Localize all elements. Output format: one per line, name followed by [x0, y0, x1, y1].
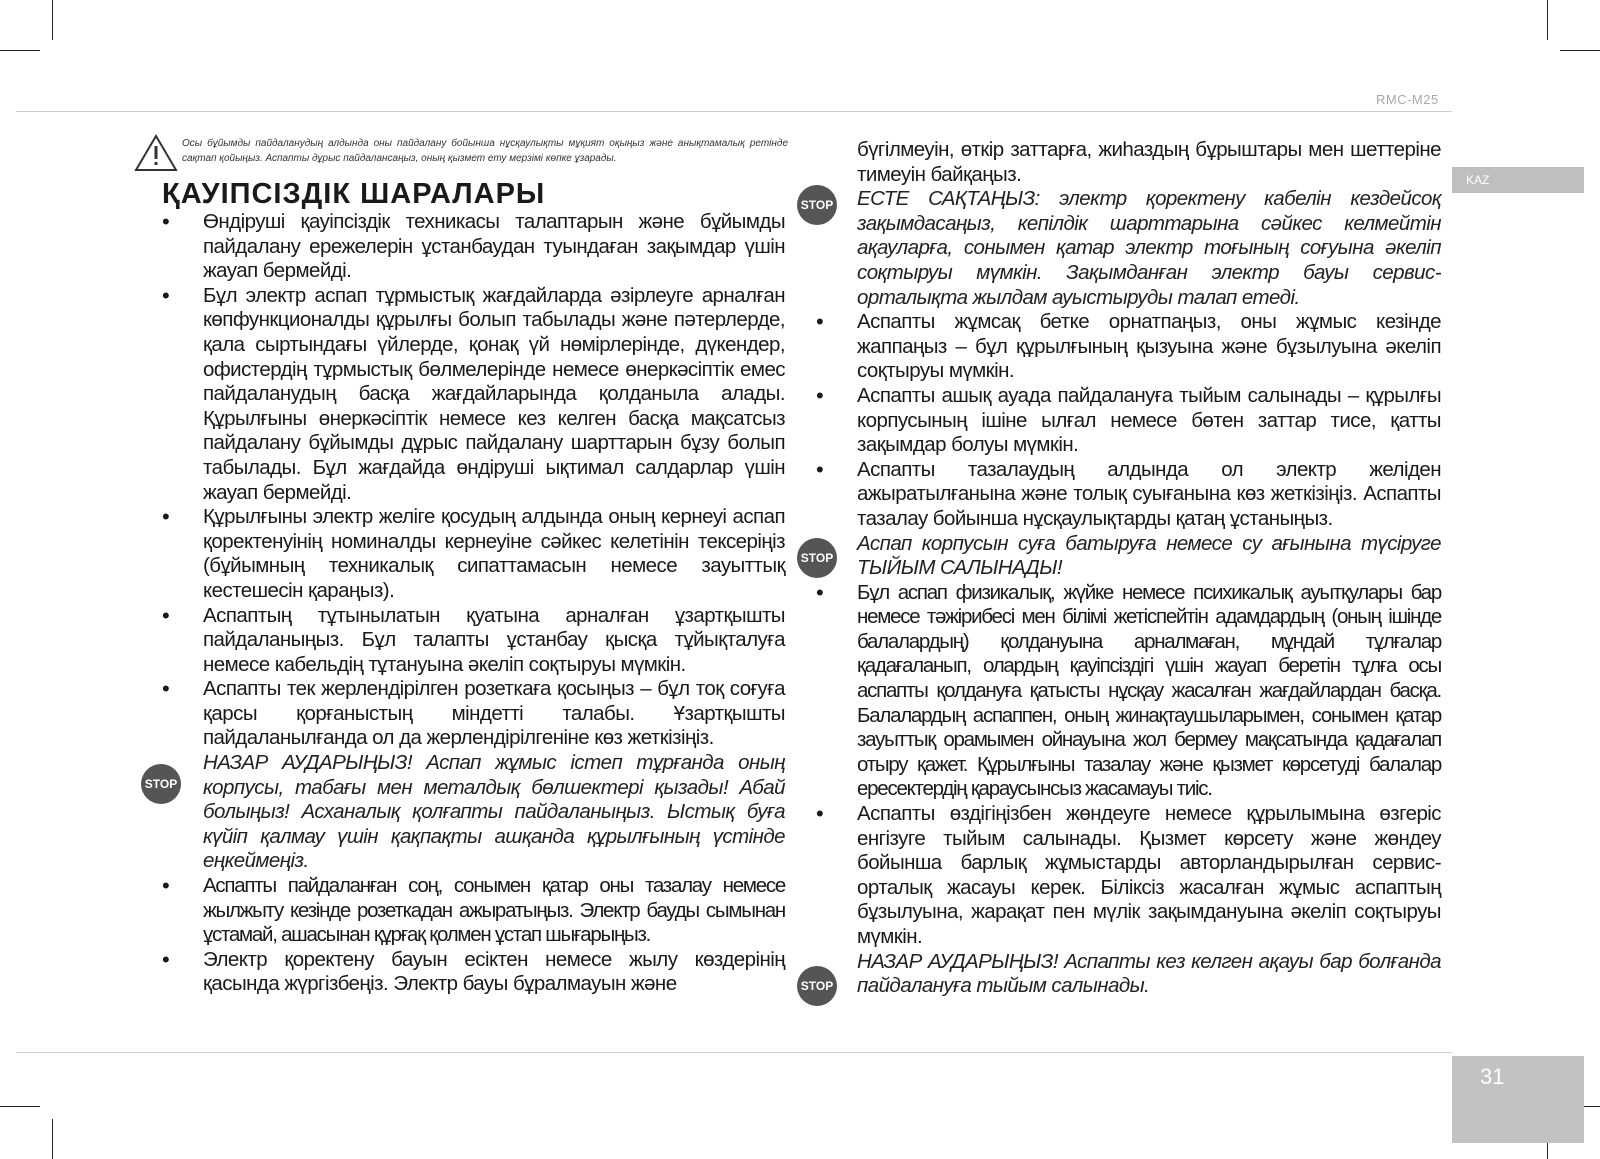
- crop-mark: [1560, 50, 1600, 51]
- warning-paragraph: НАЗАР АУДАРЫҢЫЗ! Аспап жұмыс істеп тұрғанда оның корпусы, табағы мен металдық бөлшектері қызады! Абай болыңыз! Асханалық қолғапты пайдаланыңыз. Ыстық буға күйіп қалмау үшін қақпақты ашқанда құрылғының үстінде еңкеймеңіз.: [203, 751, 785, 873]
- model-label: RMC-M25: [1376, 92, 1439, 107]
- notice-text: Осы бұйымды пайдаланудың алдында оны пайдалану бойынша нұсқаулықты мұқият оқыңыз және анықтамалық ретінде сақтап қойыңыз. Аспапты дұрыс пайдалансаңыз, оның қызмет ету мерзімі көпке ұзарады.: [182, 138, 788, 164]
- left-column: [203, 210, 785, 997]
- language-tab: KAZ: [1452, 167, 1584, 193]
- right-column: [857, 138, 1441, 999]
- stop-icon: STOP: [141, 764, 181, 804]
- warning-paragraph: НАЗАР АУДАРЫҢЫЗ! Аспапты кез келген ақауы бар болғанда пайдалануға тыйым салынады.: [857, 949, 1441, 998]
- list-item: • Аспапты ашық ауада пайдалануға тыйым салынады – құрылғы корпусының ішіне ылғал немесе бөтен заттар тисе, қатты зақымдар болуы мүмкін.: [857, 384, 1441, 458]
- crop-mark: [52, 1119, 53, 1159]
- list-item: • Аспапты тек жерлендірілген розеткаға қосыңыз – бұл тоқ соғуға қарсы қорғаныстың міндетті талабы. Ұзартқышты пайдаланылғанда ол да жерлендірілгеніне көз жеткізіңіз.: [203, 677, 785, 751]
- list-item: • Аспапты пайдаланған соң, сонымен қатар оны тазалау немесе жылжыту кезінде розеткадан ажыратыңыз. Электр бауды сымынан ұстамай, ашасынан құрғақ қолмен ұстап шығарыңыз.: [203, 874, 785, 948]
- list-item-continuation: бүгілмеуін, өткір заттарға, жиһаздың бұрыштары мен шеттеріне тимеуін байқаңыз.: [857, 138, 1441, 186]
- note-paragraph: ЕСТЕ САҚТАҢЫЗ: электр қоректену кабелін кездейсоқ зақымдасаңыз, кепілдік шарттарына сәйкес келмейтін ақауларға, сонымен қатар электр тоғының соғуына әкеліп соқтыруы мүмкін. Зақымданған электр бауы сервис-орталықта жылдам ауыстыруды талап етеді.: [857, 187, 1441, 309]
- crop-mark: [0, 1106, 40, 1107]
- page-number: 31: [1452, 1056, 1584, 1143]
- list-item: • Құрылғыны электр желіге қосудың алдында оның кернеуі аспап қоректенуінің номиналды кернеуіне сәйкес келетінін тексеріңіз (бұйымның техникалық сипаттамасын немесе зауыттық кестешесін қараңыз).: [203, 505, 785, 603]
- list-item: • Бұл аспап физикалық, жүйке немесе психикалық ауытқулары бар немесе тәжірибесі мен білімі жетіспейтін адамдардың (оның ішінде балалардың) қолдануына арналмаған, мұндай тұлғалар қадағаланып, олардың қауіпсіздігі үшін жауап беретін тұлға осы аспапты қолдануға қатысты нұсқау жасалған жағдайлардан басқа. Балалардың аспаппен, оның жинақтаушыларымен, сонымен қатар зауыттық орамымен ойнауына жол бермеу мақсатында қадағалап отыру қажет. Құрылғыны тазалау және қызмет көрсетуді балалар ересектердің қараусынсыз жасамауы тиіс.: [857, 581, 1441, 802]
- stop-icon: STOP: [797, 538, 837, 578]
- crop-mark: [1547, 0, 1548, 40]
- list-item: • Өндіруші қауіпсіздік техникасы талаптарын және бұйымды пайдалану ережелерін ұстанбаудан туындаған зақымдар үшін жауап бермейді.: [203, 210, 785, 284]
- stop-icon: STOP: [797, 966, 837, 1006]
- crop-mark: [0, 50, 40, 51]
- header-rule: [16, 111, 1452, 112]
- footer-rule: [16, 1052, 1452, 1053]
- warning-paragraph: Аспап корпусын суға батыруға немесе су ағынына түсіруге ТЫЙЫМ САЛЫНАДЫ!: [857, 531, 1441, 580]
- warning-icon: [134, 134, 178, 172]
- list-item: • Аспапты тазалаудың алдында ол электр желіден ажыратылғанына және толық суығанына көз жеткізіңіз. Аспапты тазалау бойынша нұсқаулықтарды қатаң ұстаныңыз.: [857, 458, 1441, 532]
- list-item: • Аспаптың тұтынылатын қуатына арналған ұзартқышты пайдаланыңыз. Бұл талапты ұстанбау қысқа тұйықталуға немесе кабельдің тұтануына әкеліп соқтыруы мүмкін.: [203, 604, 785, 678]
- list-item: • Аспапты өздігіңізбен жөндеуге немесе құрылымына өзгеріс енгізуге тыйым салынады. Қызмет көрсету және жөндеу бойынша барлық жұмыстарды авторландырылған сервис-орталық жасауы керек. Біліксіз жасалған жұмыс аспаптың бұзылуына, жарақат пен мүлік зақымдануына әкеліп соқтыруы мүмкін.: [857, 802, 1441, 950]
- list-item: • Аспапты жұмсақ бетке орнатпаңыз, оны жұмыс кезінде жаппаңыз – бұл құрылғының қызуына және бұзылуына әкеліп соқтыруы мүмкін.: [857, 310, 1441, 384]
- list-item: • Бұл электр аспап тұрмыстық жағдайларда әзірлеуге арналған көпфункционалды құрылғы болып табылады және пәтерлерде, қала сыртындағы үйлерде, қонақ үй нөмірлерінде, дүкендер, офистердің тұрмыстық бөлмелерінде немесе өнеркәсіптік емес пайдаланудың басқа жағдайларында қолданыла алады. Құрылғыны өнеркәсіптік немесе кез келген басқа мақсатсыз пайдалану бұйымды дұрыс пайдалану шарттарын бұзу болып табылады. Бұл жағдайда өндіруші ықтимал салдарлар үшін жауап бермейді.: [203, 284, 785, 505]
- list-item: • Электр қоректену бауын есіктен немесе жылу көздерінің қасында жүргізбеңіз. Электр бауы бұралмауын және: [203, 948, 785, 997]
- page-title: ҚАУІПСІЗДІК ШАРАЛАРЫ: [162, 178, 546, 210]
- stop-icon: STOP: [797, 185, 837, 225]
- crop-mark: [52, 0, 53, 40]
